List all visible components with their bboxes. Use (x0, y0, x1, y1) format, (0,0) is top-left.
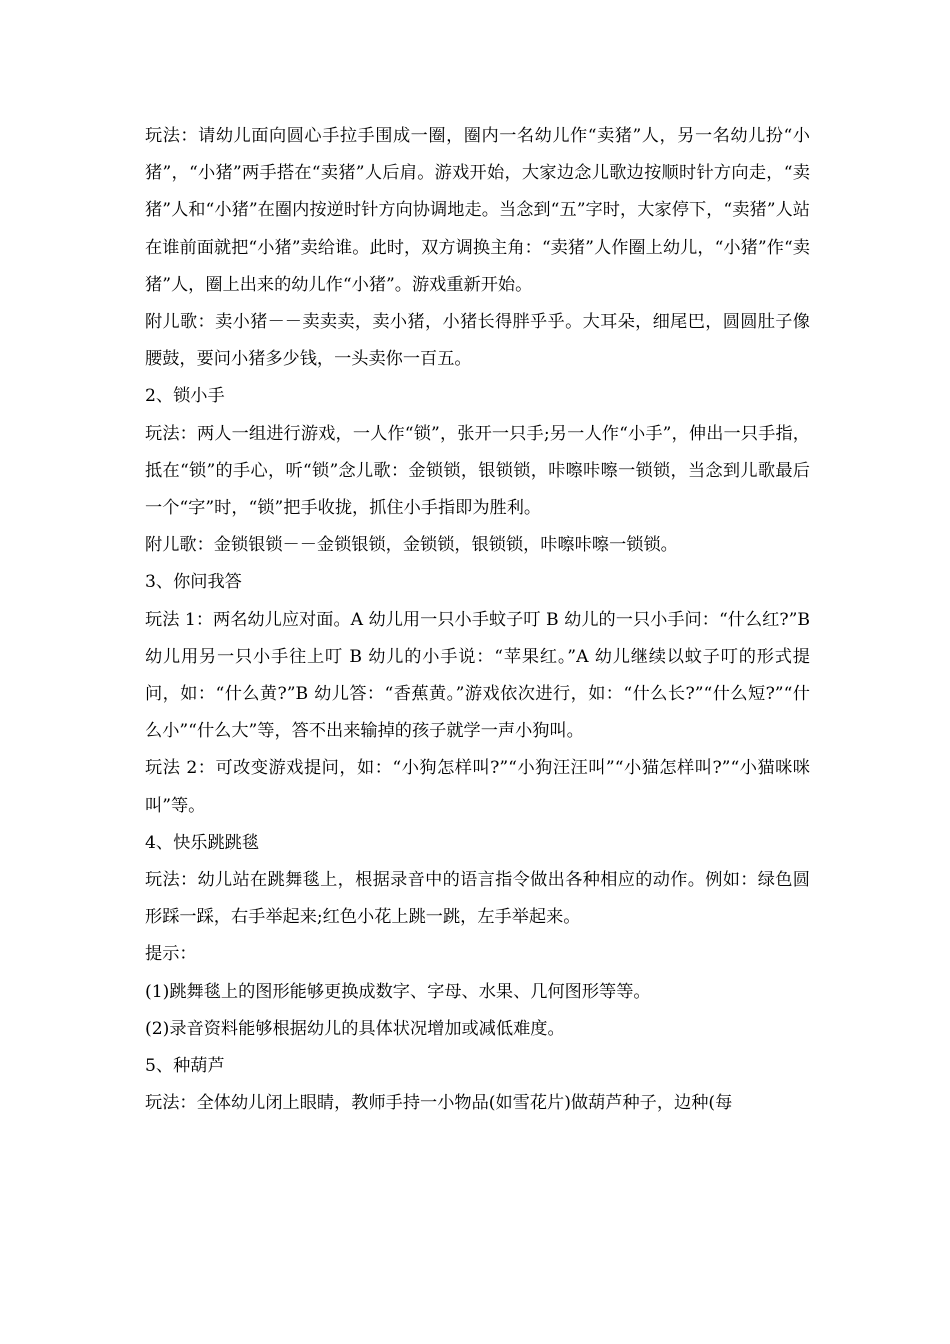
tips-label: 提示： (145, 944, 197, 965)
paragraph-lock-song: 附儿歌：金锁银锁－－金锁银锁，金锁锁，银锁锁，咔嚓咔嚓一锁锁。 (145, 535, 678, 556)
heading-dance-mat: 4、快乐跳跳毯 (145, 832, 260, 853)
paragraph-ask-answer-rules-2: 玩法 2：可改变游戏提问，如：“小狗怎样叫?”“小狗汪汪叫”“小猫怎样叫?”“小猫咪咪叫”等。 (145, 758, 810, 816)
tip-item-1: (1)跳舞毯上的图形能够更换成数字、字母、水果、几何图形等等。 (145, 981, 651, 1002)
paragraph-game-pig-rules: 玩法：请幼儿面向圆心手拉手围成一圈，圈内一名幼儿作“卖猪”人，另一名幼儿扮“小猪”，“小猪”两手搭在“卖猪”人后肩。游戏开始，大家边念儿歌边按顺时针方向走，“卖猪”人和“小猪”在圈内按逆时针方向协调地走。当念到“五”字时，大家停下，“卖猪”人站在谁前面就把“小猪”卖给谁。此时，双方调换主角：“卖猪”人作圈上幼儿，“小猪”作“卖猪”人，圈上出来的幼儿作“小猪”。游戏重新开始。 (145, 126, 810, 295)
paragraph-ask-answer-rules-1: 玩法 1：两名幼儿应对面。A 幼儿用一只小手蚊子叮 B 幼儿的一只小手问：“什么红?”B 幼儿用另一只小手往上叮 B 幼儿的小手说：“苹果红。”A 幼儿继续以蚊子叮的形式提问，如：“什么黄?”B 幼儿答：“香蕉黄。”游戏依次进行，如：“什么长?”“什么短?”“什么小”“什么大”等，答不出来输掉的孩子就学一声小狗叫。 (145, 609, 810, 742)
tip-item-2: (2)录音资料能够根据幼儿的具体状况增加或减低难度。 (145, 1018, 565, 1039)
paragraph-lock-hand-rules: 玩法：两人一组进行游戏，一人作“锁”，张开一只手;另一人作“小手”，伸出一只手指，抵在“锁”的手心，听“锁”念儿歌：金锁锁，银锁锁，咔嚓咔嚓一锁锁，当念到儿歌最后一个“字”时，“锁”把手收拢，抓住小手指即为胜利。 (145, 423, 810, 519)
heading-gourd: 5、种葫芦 (145, 1056, 225, 1077)
heading-lock-hand: 2、锁小手 (145, 386, 225, 407)
paragraph-dance-mat-rules: 玩法：幼儿站在跳舞毯上，根据录音中的语言指令做出各种相应的动作。例如：绿色圆形踩一踩，右手举起来;红色小花上跳一跳，左手举起来。 (145, 870, 810, 928)
paragraph-pig-song: 附儿歌：卖小猪－－卖卖卖，卖小猪，小猪长得胖乎乎。大耳朵，细尾巴，圆圆肚子像腰鼓，要问小猪多少钱，一头卖你一百五。 (145, 312, 810, 370)
document-body (145, 118, 810, 1122)
paragraph-gourd-rules: 玩法：全体幼儿闭上眼睛，教师手持一小物品(如雪花片)做葫芦种子，边种(每 (145, 1093, 733, 1114)
heading-ask-answer: 3、你问我答 (145, 572, 242, 593)
